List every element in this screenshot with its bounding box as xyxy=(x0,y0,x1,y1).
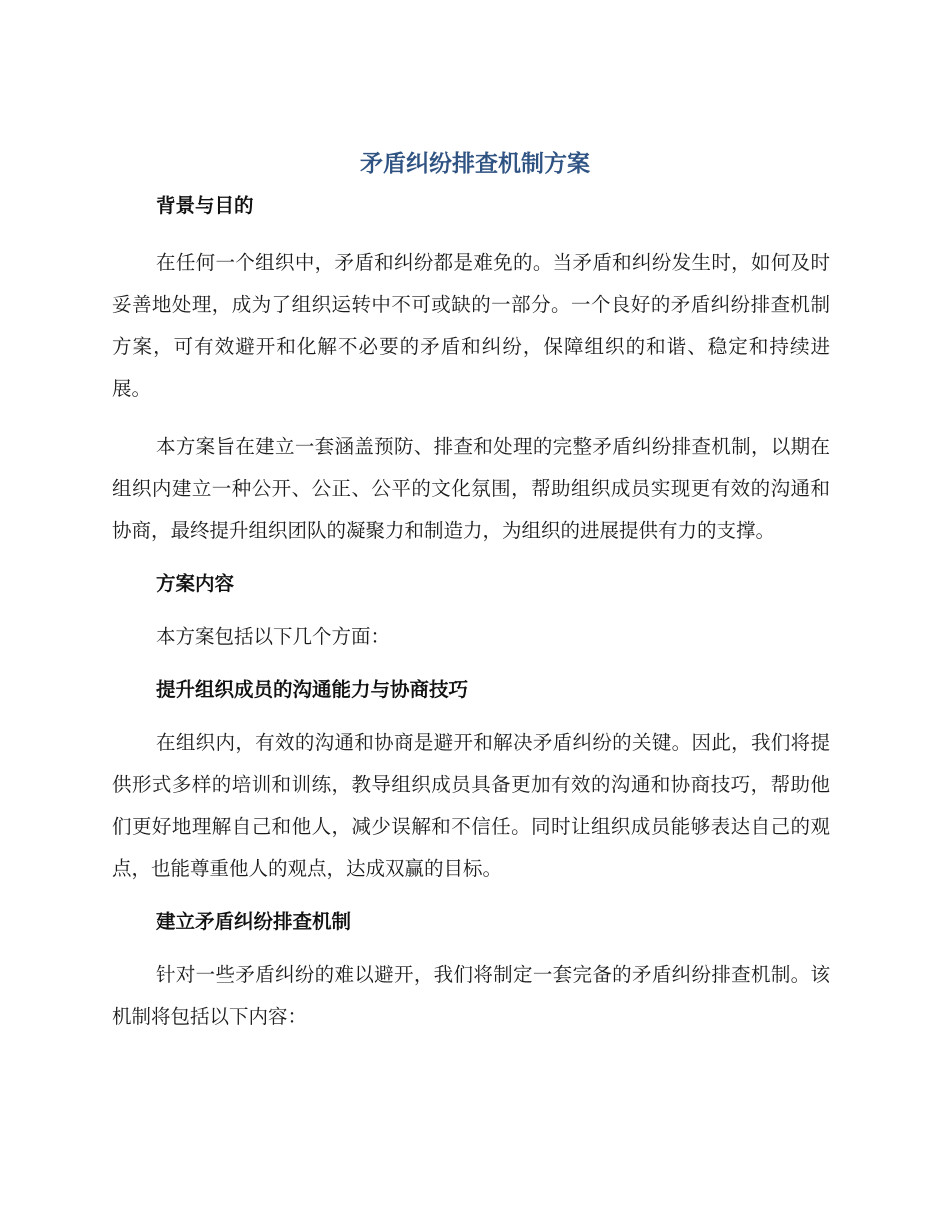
section-heading-content: 方案内容 xyxy=(156,572,235,595)
document-title: 矛盾纠纷排查机制方案 xyxy=(360,151,590,177)
paragraph-background-1: 在任何一个组织中，矛盾和纠纷都是难免的。当矛盾和纠纷发生时，如何及时妥善地处理，成为了组织运转中不可或缺的一部分。一个良好的矛盾纠纷排查机制方案，可有效避开和化解不必要的矛盾和纠纷，保障组织的和谐、稳定和持续进展。 xyxy=(112,251,830,400)
document-body xyxy=(112,186,830,1038)
paragraph-communication: 在组织内，有效的沟通和协商是避开和解决矛盾纠纷的关键。因此，我们将提供形式多样的培训和训练，教导组织成员具备更加有效的沟通和协商技巧，帮助他们更好地理解自己和他人，减少误解和不信任。同时让组织成员能够表达自己的观点，也能尊重他人的观点，达成双赢的目标。 xyxy=(112,731,830,880)
section-heading-communication: 提升组织成员的沟通能力与协商技巧 xyxy=(156,678,469,701)
paragraph-content-intro: 本方案包括以下几个方面： xyxy=(156,625,391,648)
section-heading-background: 背景与目的 xyxy=(156,194,254,217)
paragraph-mechanism: 针对一些矛盾纠纷的难以避开，我们将制定一套完备的矛盾纠纷排查机制。该机制将包括以下内容： xyxy=(112,963,830,1028)
section-heading-mechanism: 建立矛盾纠纷排查机制 xyxy=(156,910,352,933)
paragraph-background-2: 本方案旨在建立一套涵盖预防、排查和处理的完整矛盾纠纷排查机制，以期在组织内建立一种公开、公正、公平的文化氛围，帮助组织成员实现更有效的沟通和协商，最终提升组织团队的凝聚力和制造力，为组织的进展提供有力的支撑。 xyxy=(112,435,830,542)
